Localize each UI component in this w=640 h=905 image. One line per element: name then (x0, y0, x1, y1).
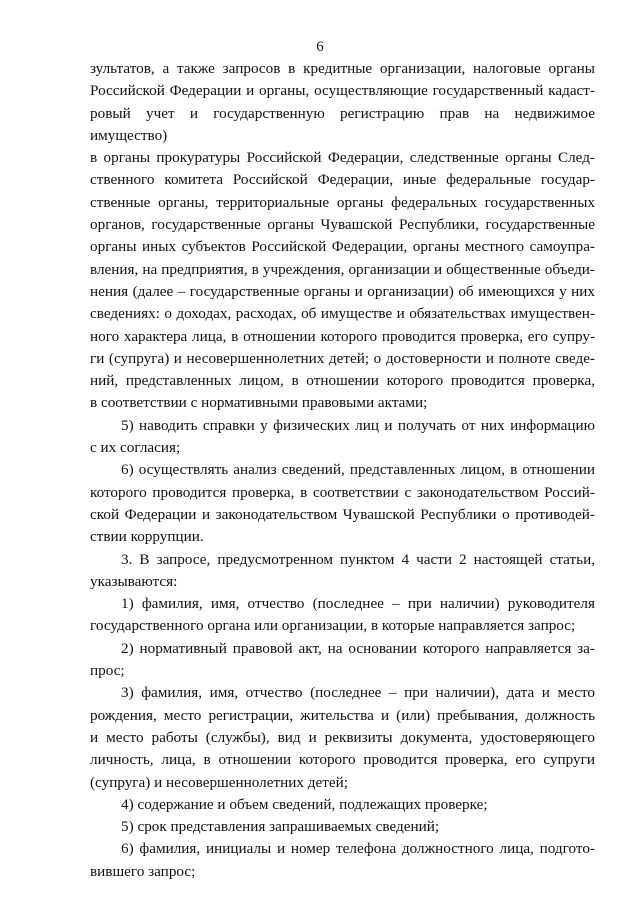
text-line: ственные органы, территориальные органы федеральных государственных (90, 193, 595, 211)
text-line: 6) осуществлять анализ сведений, представленных лицом, в отношении (121, 461, 595, 479)
document-body (90, 58, 595, 883)
text-line: 2) нормативный правовой акт, на основании которого направляется за- (121, 639, 595, 657)
text-line: ской Федерации и законодательством Чувашской Республики о противодей- (90, 505, 595, 523)
text-line: личность, лица, в отношении которого проводится проверка, его супруги (90, 751, 595, 769)
text-line: 6) фамилия, инициалы и номер телефона должностного лица, подгото- (121, 840, 595, 858)
text-line: и место работы (службы), вид и реквизиты документа, удостоверяющего (90, 728, 595, 746)
text-line: вления, на предприятия, в учреждения, организации и общественные объеди- (90, 260, 595, 278)
text-line: указываются: (90, 572, 178, 590)
text-line: прос; (90, 662, 125, 680)
page-number: 6 (316, 39, 324, 55)
text-line: 3. В запросе, предусмотренном пунктом 4 части 2 настоящей статьи, (121, 550, 595, 568)
text-line: которого проводится проверка, в соответствии с законодательством Россий- (90, 483, 595, 501)
text-line: ственного комитета Российской Федерации, иные федеральные государ- (90, 171, 595, 189)
text-line: 3) фамилия, имя, отчество (последнее – при наличии), дата и место (121, 684, 595, 702)
text-line: сведениях: о доходах, расходах, об имуществе и обязательствах имуществен- (90, 305, 595, 323)
text-line: ного характера лица, в отношении которого проводится проверка, его супру- (90, 327, 595, 345)
text-line: ровый учет и государственную регистрацию прав на недвижимое имущество) (90, 104, 595, 144)
text-line: с их согласия; (90, 439, 181, 457)
text-line: нения (далее – государственные органы и организации) об имеющихся у них (90, 282, 595, 300)
text-line: органов, государственные органы Чувашской Республики, государственные (90, 216, 595, 234)
text-line: (супруга) и несовершеннолетних детей; (90, 773, 348, 791)
text-line: ги (супруга) и несовершеннолетних детей; о достоверности и полноте сведе- (90, 349, 595, 367)
text-line: Российской Федерации и органы, осуществляющие государственный кадаст- (90, 82, 595, 100)
text-line: рождения, место регистрации, жительства и (или) пребывания, должность (90, 706, 595, 724)
text-line: вившего запрос; (90, 862, 196, 880)
text-line: 1) фамилия, имя, отчество (последнее – при наличии) руководителя (121, 595, 595, 613)
text-line: 5) наводить справки у физических лиц и получать от них информацию (121, 416, 595, 434)
text-line: 5) срок представления запрашиваемых сведений; (121, 818, 440, 836)
text-line: в соответствии с нормативными правовыми актами; (90, 394, 428, 412)
text-line: 4) содержание и объем сведений, подлежащих проверке; (121, 795, 488, 813)
text-line: ствии коррупции. (90, 528, 204, 546)
text-line: ний, представленных лицом, в отношении которого проводится проверка, (90, 372, 595, 390)
text-line: органы иных субъектов Российской Федерации, органы местного самоупра- (90, 238, 595, 256)
text-line: государственного органа или организации, в которые направляется запрос; (90, 617, 576, 635)
text-line: в органы прокуратуры Российской Федерации, следственные органы След- (90, 149, 595, 167)
text-line: зультатов, а также запросов в кредитные организации, налоговые органы (90, 60, 595, 77)
